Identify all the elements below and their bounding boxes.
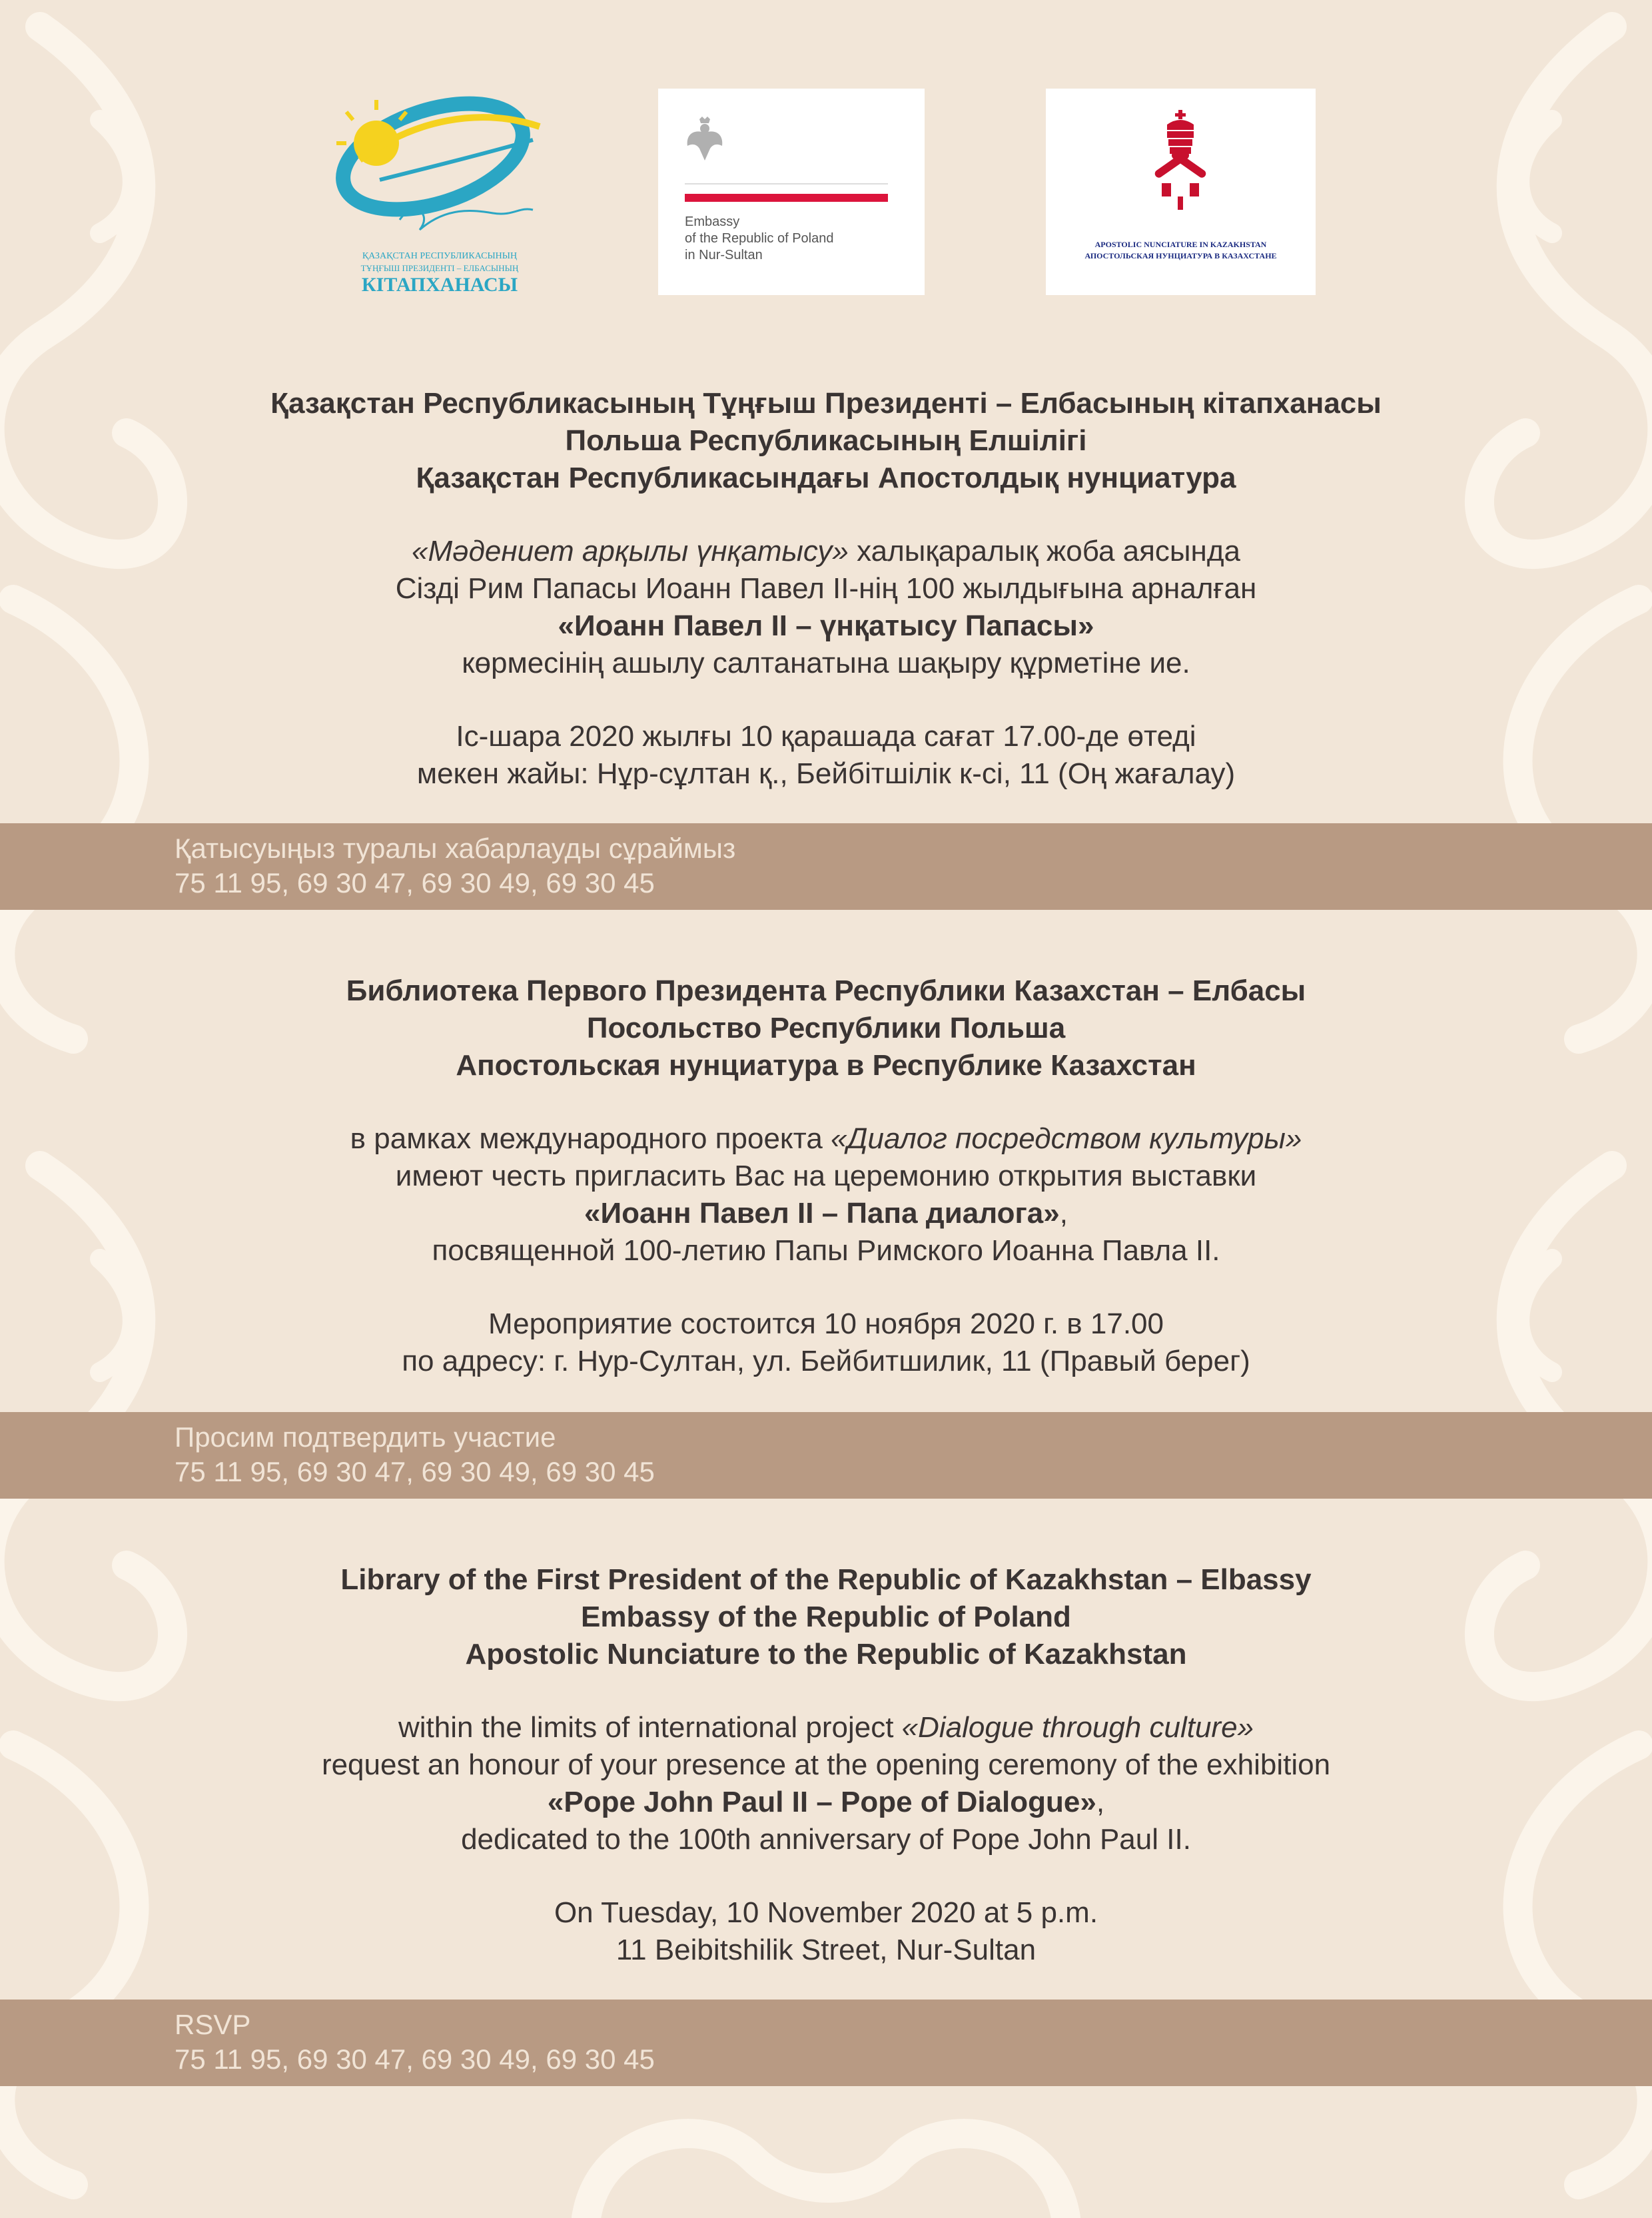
poland-logo-line1: Embassy	[685, 214, 740, 229]
kz-rsvp-label: Қатысуыңыз туралы хабарлауды сұраймыз	[175, 833, 736, 864]
library-logo	[320, 80, 560, 300]
white-eagle-icon	[685, 117, 725, 163]
ru-rsvp-band	[0, 1412, 1652, 1499]
kz-event-time: Іс-шара 2020 жылғы 10 қарашада сағат 17.00-де өтеді	[456, 720, 1196, 753]
ru-dedication: посвященной 100-летию Папы Римского Иоанна Павла II.	[432, 1234, 1220, 1267]
ru-event-time: Мероприятие состоится 10 ноября 2020 г. в 17.00	[488, 1307, 1164, 1340]
en-exhibition-line	[0, 1784, 1652, 1821]
nunciature-logo-line1: APOSTOLIC NUNCIATURE IN KAZAKHSTAN	[1094, 240, 1267, 249]
ru-invite-line: имеют честь пригласить Вас на церемонию открытия выставки	[395, 1160, 1257, 1192]
en-rsvp-phones: 75 11 95, 69 30 47, 69 30 49, 69 30 45	[175, 2043, 655, 2075]
en-project-line	[0, 1709, 1652, 1746]
papal-coat-of-arms-icon	[1147, 110, 1214, 210]
ru-project-pre: в рамках международного проекта	[350, 1122, 831, 1155]
en-project-pre: within the limits of international project	[398, 1711, 902, 1744]
en-organizer-library: Library of the First President of the Republic of Kazakhstan – Elbassy	[340, 1563, 1312, 1596]
ru-exhibition-line	[0, 1195, 1652, 1232]
kz-rsvp-phones: 75 11 95, 69 30 47, 69 30 49, 69 30 45	[175, 867, 655, 899]
ru-event-address: по адресу: г. Нур-Султан, ул. Бейбитшилик, 11 (Правый берег)	[402, 1345, 1250, 1377]
library-logo-line3: КІТАПХАНАСЫ	[361, 274, 518, 296]
ru-project-line	[0, 1120, 1652, 1158]
en-organizer-nunciature: Apostolic Nunciature to the Republic of Kazakhstan	[465, 1638, 1187, 1670]
poland-flag-white-line	[685, 183, 888, 185]
library-logo-line2: ТҰҢҒЫШ ПРЕЗИДЕНТІ – ЕЛБАСЫНЫҢ	[360, 263, 519, 273]
en-rsvp-band	[0, 2000, 1652, 2086]
en-project-name: «Dialogue through culture»	[901, 1711, 1254, 1744]
kz-invite-line: Сізді Рим Папасы Иоанн Павел II-нің 100 жылдығына арналған	[395, 572, 1257, 605]
kz-invite-end: көрмесінің ашылу салтанатына шақыру құрметіне ие.	[462, 647, 1190, 679]
en-event-address: 11 Beibitshilik Street, Nur-Sultan	[616, 1934, 1036, 1966]
ru-exhibition-comma: ,	[1059, 1197, 1068, 1230]
kz-project-name: «Мәдениет арқылы үнқатысу»	[412, 535, 849, 567]
nunciature-logo	[1046, 89, 1316, 295]
ru-organizer-embassy: Посольство Республики Польша	[586, 1012, 1066, 1044]
ru-project-name: «Диалог посредством культуры»	[831, 1122, 1302, 1155]
ru-rsvp-label: Просим подтвердить участие	[175, 1421, 556, 1453]
library-logo-line1: ҚАЗАҚСТАН РЕСПУБЛИКАСЫНЫҢ	[362, 251, 518, 261]
en-organizer-embassy: Embassy of the Republic of Poland	[581, 1601, 1071, 1633]
ru-organizer-nunciature: Апостольская нунциатура в Республике Казахстан	[456, 1049, 1196, 1082]
poland-embassy-logo	[658, 89, 925, 295]
en-dedication: dedicated to the 100th anniversary of Pope John Paul II.	[461, 1823, 1191, 1856]
kz-organizer-library: Қазақстан Республикасының Тұңғыш Президенті – Елбасының кітапханасы	[270, 387, 1382, 420]
ru-rsvp-phones: 75 11 95, 69 30 47, 69 30 49, 69 30 45	[175, 1456, 655, 1487]
en-exhibition-title: «Pope John Paul II – Pope of Dialogue»	[547, 1786, 1096, 1818]
kz-organizer-nunciature: Қазақстан Республикасындағы Апостолдық нунциатура	[416, 462, 1236, 494]
ru-exhibition-title: «Иоанн Павел II – Папа диалога»	[584, 1197, 1060, 1230]
nunciature-logo-line2: АПОСТОЛЬСКАЯ НУНЦИАТУРА В КАЗАХСТАНЕ	[1084, 251, 1277, 260]
en-rsvp-label: RSVP	[175, 2009, 251, 2040]
poland-logo-line2: of the Republic of Poland	[685, 231, 834, 246]
en-event-time: On Tuesday, 10 November 2020 at 5 p.m.	[554, 1896, 1098, 1929]
poland-flag-red-bar	[685, 194, 888, 202]
en-invite-line: request an honour of your presence at the opening ceremony of the exhibition	[321, 1748, 1331, 1781]
kz-project-rest: халықаралық жоба аясында	[848, 535, 1240, 567]
en-exhibition-comma: ,	[1096, 1786, 1105, 1818]
poland-logo-line3: in Nur-Sultan	[685, 248, 763, 262]
kazakh-invitation	[0, 385, 1652, 793]
ru-organizer-library: Библиотека Первого Президента Республики Казахстан – Елбасы	[346, 974, 1306, 1007]
kz-project-line	[0, 533, 1652, 570]
kz-rsvp-band	[0, 823, 1652, 910]
russian-invitation	[0, 972, 1652, 1380]
kz-event-address: мекен жайы: Нұр-сұлтан қ., Бейбітшілік к-сі, 11 (Оң жағалау)	[416, 757, 1236, 790]
kz-exhibition-title: «Иоанн Павел II – үнқатысу Папасы»	[558, 609, 1094, 642]
english-invitation	[0, 1561, 1652, 1969]
kz-organizer-embassy: Польша Республикасының Елшілігі	[565, 424, 1087, 457]
